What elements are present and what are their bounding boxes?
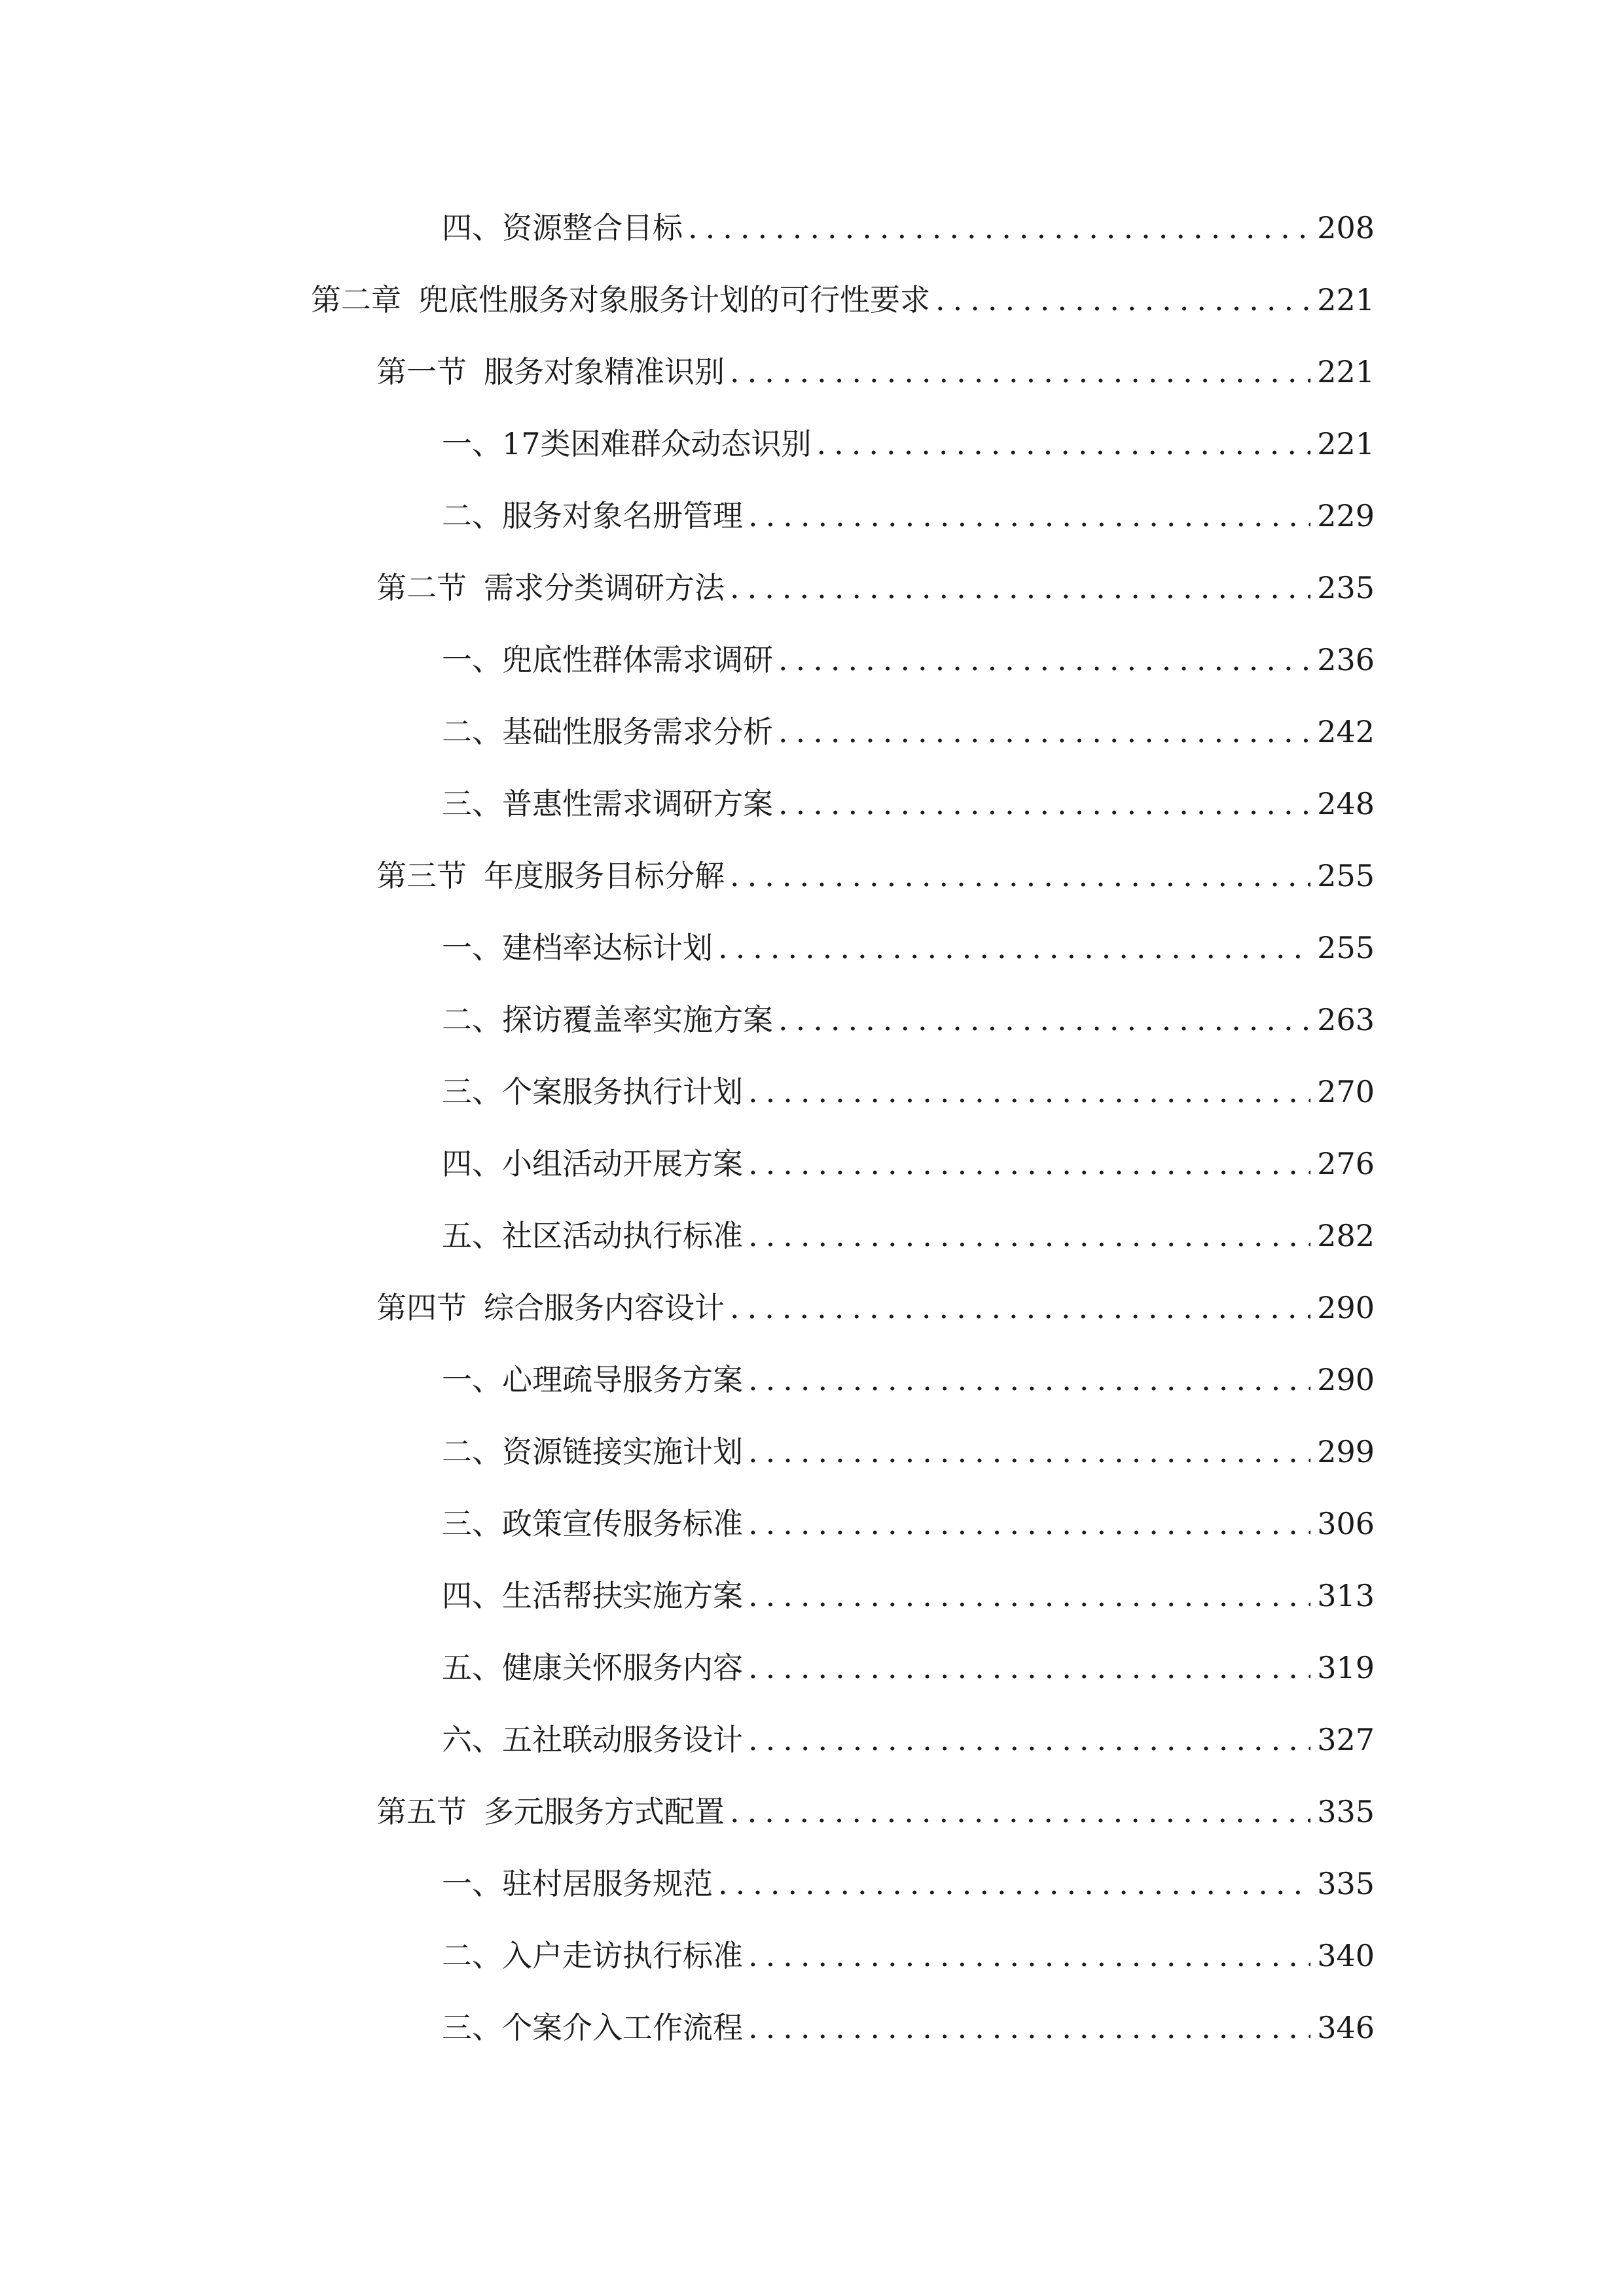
toc-entry-page: 276 — [1317, 1146, 1375, 1181]
toc-entry-page: 306 — [1317, 1506, 1375, 1541]
toc-entry[interactable] — [442, 922, 1375, 974]
dot-leader — [730, 1785, 1310, 1838]
dot-leader — [730, 1282, 1310, 1334]
toc-entry-page: 221 — [1317, 354, 1375, 389]
toc-entry-title: 生活帮扶实施方案 — [502, 1578, 743, 1613]
toc-entry-title: 需求分类调研方法 — [484, 570, 725, 605]
toc-entry[interactable] — [311, 274, 1375, 326]
toc-entry[interactable] — [442, 1570, 1375, 1622]
toc-entry-title: 基础性服务需求分析 — [502, 714, 773, 749]
toc-entry-title: 入户走访执行标准 — [502, 1938, 743, 1973]
toc-entry-title: 驻村居服务规范 — [502, 1866, 713, 1901]
toc-entry-number: 五、 — [442, 1650, 502, 1685]
toc-entry[interactable] — [376, 1282, 1375, 1334]
toc-entry-page: 346 — [1317, 2010, 1375, 2045]
dot-leader — [748, 1426, 1310, 1478]
dot-leader — [778, 706, 1310, 758]
dot-leader — [718, 1857, 1310, 1910]
toc-entry[interactable] — [376, 562, 1375, 614]
toc-entry-title: 社区活动执行标准 — [502, 1218, 743, 1253]
toc-entry-page: 327 — [1317, 1722, 1375, 1757]
toc-entry-number: 二、 — [442, 1002, 502, 1037]
toc-entry[interactable] — [442, 2001, 1375, 2054]
toc-entry-number: 第三节 — [376, 858, 467, 893]
toc-entry-number: 四、 — [442, 210, 502, 245]
toc-entry-page: 335 — [1317, 1794, 1375, 1829]
dot-leader — [748, 1570, 1310, 1622]
toc-entry-title: 普惠性需求调研方案 — [502, 786, 773, 821]
toc-entry-title: 个案介入工作流程 — [502, 2010, 743, 2045]
dot-leader — [718, 922, 1310, 974]
toc-entry-page: 248 — [1317, 786, 1375, 821]
toc-entry-number: 二、 — [442, 714, 502, 749]
toc-entry-number: 四、 — [442, 1146, 502, 1181]
toc-entry-page: 255 — [1317, 858, 1375, 893]
toc-entry-number: 第四节 — [376, 1290, 467, 1325]
toc-entry-page: 290 — [1317, 1290, 1375, 1325]
toc-entry-number: 第二节 — [376, 570, 467, 605]
toc-entry-title: 资源链接实施计划 — [502, 1434, 743, 1469]
toc-entry[interactable] — [442, 778, 1375, 830]
toc-entry-title: 探访覆盖率实施方案 — [502, 1002, 773, 1037]
toc-entry-page: 299 — [1317, 1434, 1375, 1469]
toc-entry[interactable] — [442, 1641, 1375, 1694]
toc-entry[interactable] — [442, 1210, 1375, 1262]
dot-leader — [730, 346, 1310, 398]
toc-entry-page: 313 — [1317, 1578, 1375, 1613]
toc-entry[interactable] — [442, 1066, 1375, 1118]
dot-leader — [778, 994, 1310, 1046]
toc-entry-number: 二、 — [442, 1434, 502, 1469]
toc-entry-number: 第二章 — [311, 282, 401, 317]
toc-entry-title: 17类困难群众动态识别 — [502, 426, 812, 461]
toc-entry[interactable] — [442, 1929, 1375, 1982]
toc-entry-title: 个案服务执行计划 — [502, 1074, 743, 1109]
dot-leader — [748, 1713, 1310, 1766]
toc-entry-number: 第一节 — [376, 354, 467, 389]
toc-entry-page: 290 — [1317, 1362, 1375, 1397]
toc-entry-number: 二、 — [442, 1938, 502, 1973]
dot-leader — [817, 418, 1311, 470]
toc-entry-number: 一、 — [442, 930, 502, 965]
toc-entry-number: 三、 — [442, 1074, 502, 1109]
dot-leader — [748, 1641, 1310, 1694]
toc-entry-page: 235 — [1317, 570, 1375, 605]
toc-entry-title: 五社联动服务设计 — [502, 1722, 743, 1757]
toc-entry-page: 221 — [1317, 282, 1375, 317]
toc-entry-number: 三、 — [442, 2010, 502, 2045]
toc-entry-title: 服务对象名册管理 — [502, 498, 743, 533]
toc-entry-number: 六、 — [442, 1722, 502, 1757]
toc-entry[interactable] — [442, 1426, 1375, 1478]
toc-entry[interactable] — [442, 994, 1375, 1046]
toc-entry[interactable] — [442, 1713, 1375, 1766]
toc-entry[interactable] — [442, 706, 1375, 758]
toc-entry-page: 221 — [1317, 426, 1375, 461]
toc-entry-title: 多元服务方式配置 — [484, 1794, 725, 1829]
toc-entry-page: 236 — [1317, 642, 1375, 677]
toc-entry[interactable] — [376, 346, 1375, 398]
dot-leader — [748, 1138, 1310, 1190]
toc-entry-page: 335 — [1317, 1866, 1375, 1901]
toc-entry-page: 263 — [1317, 1002, 1375, 1037]
toc-entry[interactable] — [376, 850, 1375, 902]
toc-entry-number: 一、 — [442, 1866, 502, 1901]
dot-leader — [778, 778, 1310, 830]
toc-entry-page: 340 — [1317, 1938, 1375, 1973]
dot-leader — [730, 562, 1310, 614]
dot-leader — [688, 202, 1310, 254]
toc-entry-title: 服务对象精准识别 — [484, 354, 725, 389]
toc-entry-title: 兜底性服务对象服务计划的可行性要求 — [418, 282, 930, 317]
toc-entry[interactable] — [376, 1785, 1375, 1838]
toc-entry-number: 一、 — [442, 642, 502, 677]
toc-entry-number: 四、 — [442, 1578, 502, 1613]
dot-leader — [778, 634, 1310, 686]
toc-entry[interactable] — [442, 1138, 1375, 1190]
toc-entry-title: 政策宣传服务标准 — [502, 1506, 743, 1541]
toc-entry-number: 二、 — [442, 498, 502, 533]
toc-entry[interactable] — [442, 202, 1375, 254]
toc-entry-number: 五、 — [442, 1218, 502, 1253]
dot-leader — [748, 1210, 1310, 1262]
toc-entry-number: 三、 — [442, 1506, 502, 1541]
toc-entry[interactable] — [442, 1857, 1375, 1910]
dot-leader — [748, 2001, 1310, 2054]
toc-entry-title: 年度服务目标分解 — [484, 858, 725, 893]
toc-entry[interactable] — [442, 418, 1375, 470]
toc-entry-page: 229 — [1317, 498, 1375, 533]
toc-entry-number: 三、 — [442, 786, 502, 821]
toc-entry-title: 资源整合目标 — [502, 210, 683, 245]
toc-entry-title: 小组活动开展方案 — [502, 1146, 743, 1181]
toc-entry[interactable] — [442, 490, 1375, 542]
toc-entry-title: 建档率达标计划 — [502, 930, 713, 965]
toc-entry-page: 255 — [1317, 930, 1375, 965]
dot-leader — [748, 1354, 1310, 1406]
dot-leader — [748, 1929, 1310, 1982]
toc-entry-number: 一、 — [442, 426, 502, 461]
toc-entry-page: 282 — [1317, 1218, 1375, 1253]
toc-entry-title: 健康关怀服务内容 — [502, 1650, 743, 1685]
dot-leader — [935, 274, 1310, 326]
toc-entry-page: 242 — [1317, 714, 1375, 749]
toc-entry-title: 兜底性群体需求调研 — [502, 642, 773, 677]
toc-entry-number: 第五节 — [376, 1794, 467, 1829]
toc-entry[interactable] — [442, 1498, 1375, 1550]
dot-leader — [730, 850, 1310, 902]
dot-leader — [748, 490, 1310, 542]
toc-entry[interactable] — [442, 634, 1375, 686]
toc-entry-page: 208 — [1317, 210, 1375, 245]
dot-leader — [748, 1066, 1310, 1118]
toc-entry-number: 一、 — [442, 1362, 502, 1397]
toc-entry-title: 心理疏导服务方案 — [502, 1362, 743, 1397]
toc-entry-title: 综合服务内容设计 — [484, 1290, 725, 1325]
dot-leader — [748, 1498, 1310, 1550]
toc-entry-page: 319 — [1317, 1650, 1375, 1685]
toc-entry[interactable] — [442, 1354, 1375, 1406]
toc-entry-page: 270 — [1317, 1074, 1375, 1109]
